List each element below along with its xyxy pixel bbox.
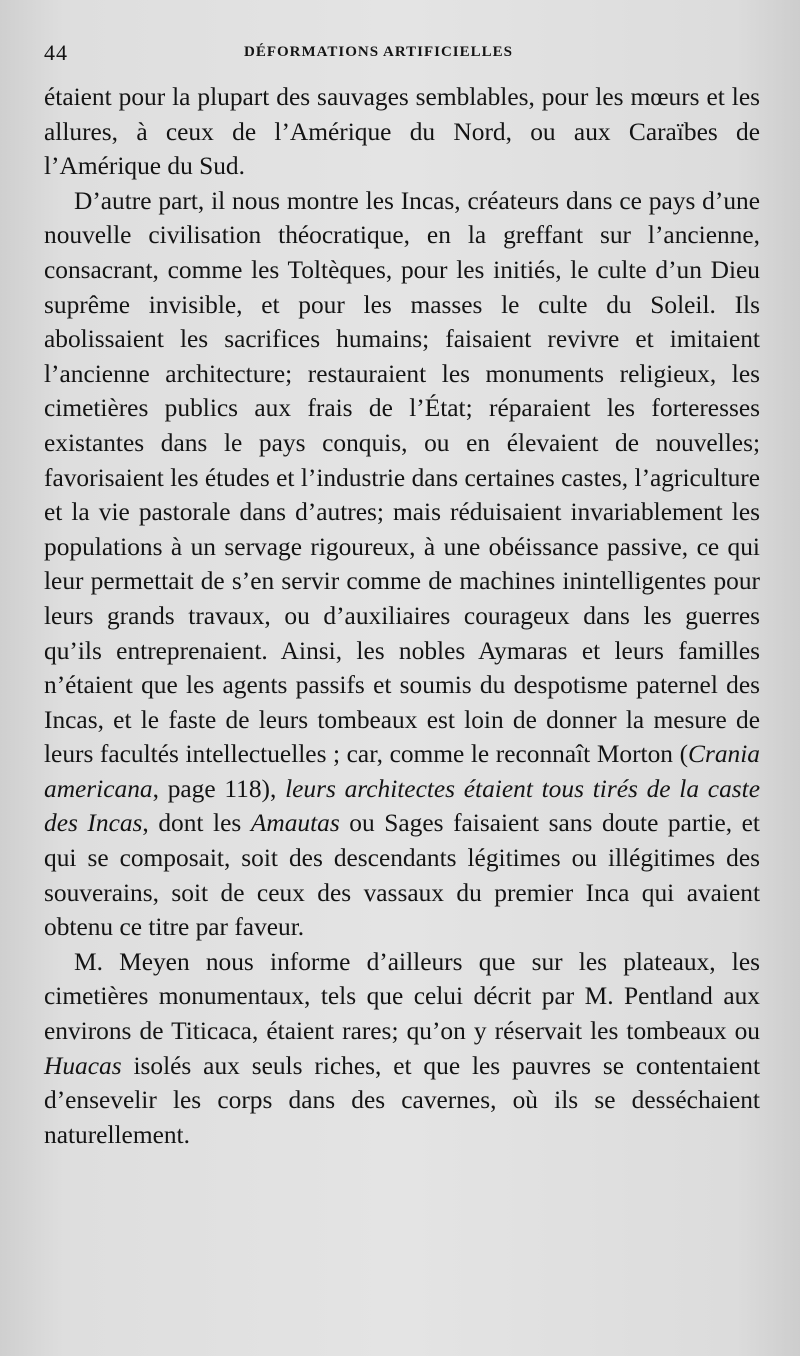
- paragraph-3-text-a: M. Meyen nous informe d’ailleurs que sur les plateaux, les cimetières monumentaux, tels que celui décrit par M. Pentland aux environs de Titicaca, étaient rares; qu’on y réservait les tombeaux ou: [44, 947, 760, 1046]
- paragraph-2-text-a: D’autre part, il nous montre les Incas, créateurs dans ce pays d’une nouvelle civilisation théocratique, en la greffant sur l’ancienne, consacrant, comme les Toltèques, pour les initiés, le culte d’un Dieu suprême invisible, et pour les masses le culte du Soleil. Ils abolissaient les sacrifices humains; faisaient revivre et imitaient l’ancienne architecture; restauraient les monuments religieux, les cimetières publics aux frais de l’État; réparaient les forteresses existantes dans le pays conquis, ou en élevaient de nouvelles; favorisaient les études et l’industrie dans certaines castes, l’agriculture et la vie pastorale dans d’autres; mais réduisaient invariablement les populations à un servage rigoureux, à une obéissance passive, ce qui leur permettait de s’en servir comme de machines inintelligentes pour leurs grands travaux, ou d’auxiliaires courageux dans les guerres qu’ils entreprenaient. Ainsi, les nobles Aymaras et leurs familles n’étaient que les agents passifs et soumis du despotisme paternel des Incas, et le faste de leurs tombeaux est loin de donner la mesure de leurs facultés intellectuelles ; car, comme le reconnaît Morton (: [44, 186, 760, 769]
- paragraph-2-text-g: ou Sages faisaient sans doute partie, et qui se composait, soit des descendants légitimes ou illégitimes des souverains, soit de ceux des vassaux du premier Inca qui avaient obtenu ce titre par faveur.: [44, 809, 760, 942]
- paragraph-2: [44, 184, 760, 945]
- term-amautas: Amautas: [250, 809, 340, 838]
- paragraph-3: [44, 945, 760, 1153]
- paragraph-2-text-c: , page 118),: [152, 774, 286, 803]
- term-huacas: Huacas: [44, 1051, 122, 1080]
- paragraph-1-text: étaient pour la plupart des sauvages semblables, pour les mœurs et les allures, à ceux de l’Amérique du Nord, ou aux Caraïbes de l’Amérique du Sud.: [44, 83, 760, 181]
- running-title: DÉFORMATIONS ARTIFICIELLES: [244, 44, 513, 60]
- page-header: [44, 40, 760, 70]
- quoted-passage: leurs architectes étaient tous tirés de la caste des Incas: [44, 774, 760, 838]
- paragraph-1: [44, 80, 760, 184]
- citation-title: Crania americana: [44, 740, 760, 803]
- paragraph-2-text-e: , dont les: [142, 809, 251, 838]
- body-text: [44, 80, 760, 1152]
- paragraph-3-text-c: isolés aux seuls riches, et que les pauvres se contentaient d’ensevelir les corps dans des cavernes, où ils se desséchaient naturellement.: [44, 1051, 760, 1149]
- page-number: 44: [44, 40, 68, 65]
